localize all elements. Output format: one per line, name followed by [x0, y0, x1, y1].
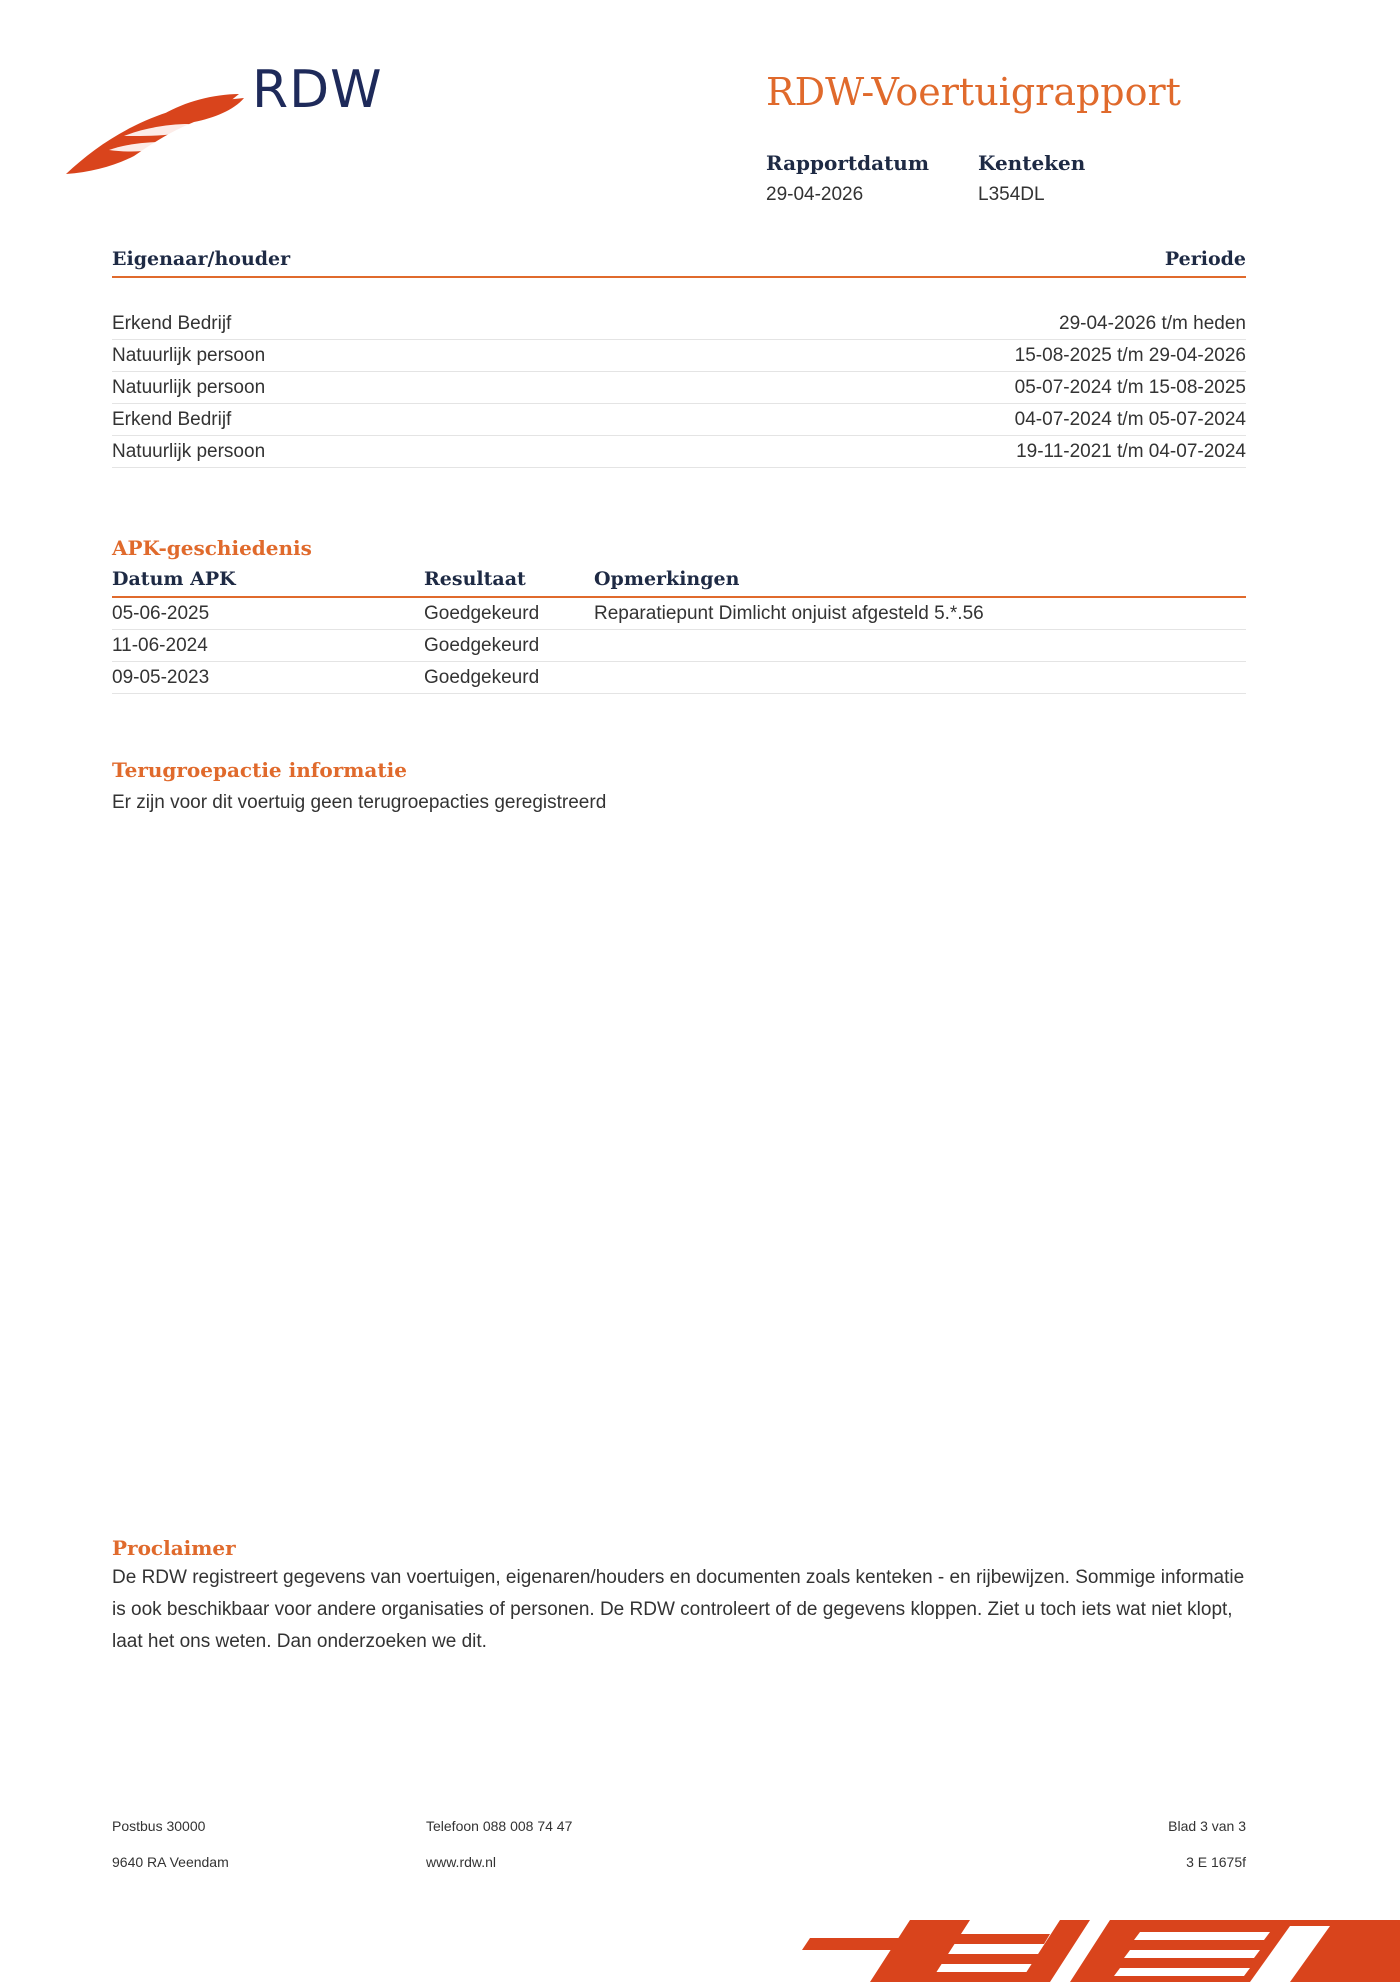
footer-address-line2: 9640 RA Veendam [112, 1854, 229, 1870]
disclaimer-text: De RDW registreert gegevens van voertuigen, eigenaren/houders en documenten zoals kenteken - en rijbewijzen. Sommige informatie is ook beschikbaar voor andere organisaties of personen. De RDW controleert of de gegevens kloppen. Ziet u toch iets wat niet klopt, laat het ons weten. Dan onderzoeken we dit. [112, 1567, 1245, 1652]
table-row [112, 372, 1246, 404]
owner-cell: Natuurlijk persoon [112, 372, 605, 404]
apk-col-result: Resultaat [424, 568, 594, 597]
table-row [112, 436, 1246, 468]
footer-page-number: Blad 3 van 3 [1168, 1818, 1246, 1834]
apk-result-cell: Goedgekeurd [424, 662, 594, 694]
apk-col-remarks: Opmerkingen [594, 568, 1246, 597]
apk-remarks-cell: Reparatiepunt Dimlicht onjuist afgesteld 5.*.56 [594, 597, 1246, 630]
apk-header-row [112, 568, 1246, 597]
footer-stripes-graphic [790, 1920, 1400, 1982]
owners-table [112, 248, 1246, 468]
apk-col-date: Datum APK [112, 568, 424, 597]
period-cell: 29-04-2026 t/m heden [605, 308, 1246, 340]
apk-date-cell: 09-05-2023 [112, 662, 424, 694]
owners-col-period: Periode [605, 248, 1246, 277]
footer-document-code: 3 E 1675f [1186, 1854, 1246, 1870]
disclaimer-title: Proclaimer [112, 1536, 236, 1560]
period-cell: 15-08-2025 t/m 29-04-2026 [605, 340, 1246, 372]
owners-header-row [112, 248, 1246, 277]
table-row [112, 630, 1246, 662]
report-date-label: Rapportdatum [766, 151, 930, 175]
period-cell: 19-11-2021 t/m 04-07-2024 [605, 436, 1246, 468]
table-row [112, 597, 1246, 630]
table-row [112, 662, 1246, 694]
apk-date-cell: 05-06-2025 [112, 597, 424, 630]
logo-wordmark: RDW [252, 60, 383, 120]
table-row [112, 340, 1246, 372]
footer-address-line1: Postbus 30000 [112, 1818, 206, 1834]
table-row [112, 308, 1246, 340]
footer-phone: Telefoon 088 008 74 47 [426, 1818, 573, 1834]
apk-result-cell: Goedgekeurd [424, 597, 594, 630]
page-title: RDW-Voertuigrapport [766, 70, 1181, 114]
owner-cell: Natuurlijk persoon [112, 340, 605, 372]
owner-cell: Erkend Bedrijf [112, 308, 605, 340]
owner-cell: Natuurlijk persoon [112, 436, 605, 468]
footer-website: www.rdw.nl [426, 1854, 497, 1870]
recall-section-title: Terugroepactie informatie [112, 758, 407, 782]
period-cell: 04-07-2024 t/m 05-07-2024 [605, 404, 1246, 436]
apk-date-cell: 11-06-2024 [112, 630, 424, 662]
plate-value: L354DL [978, 184, 1045, 205]
table-row [112, 404, 1246, 436]
apk-section-title: APK-geschiedenis [112, 536, 312, 560]
owners-col-owner: Eigenaar/houder [112, 248, 605, 277]
apk-result-cell: Goedgekeurd [424, 630, 594, 662]
report-date-value: 29-04-2026 [766, 184, 864, 205]
plate-label: Kenteken [978, 151, 1086, 175]
apk-remarks-cell [594, 630, 1246, 662]
apk-table [112, 568, 1246, 694]
recall-text: Er zijn voor dit voertuig geen terugroepacties geregistreerd [112, 792, 607, 813]
apk-remarks-cell [594, 662, 1246, 694]
period-cell: 05-07-2024 t/m 15-08-2025 [605, 372, 1246, 404]
owner-cell: Erkend Bedrijf [112, 404, 605, 436]
